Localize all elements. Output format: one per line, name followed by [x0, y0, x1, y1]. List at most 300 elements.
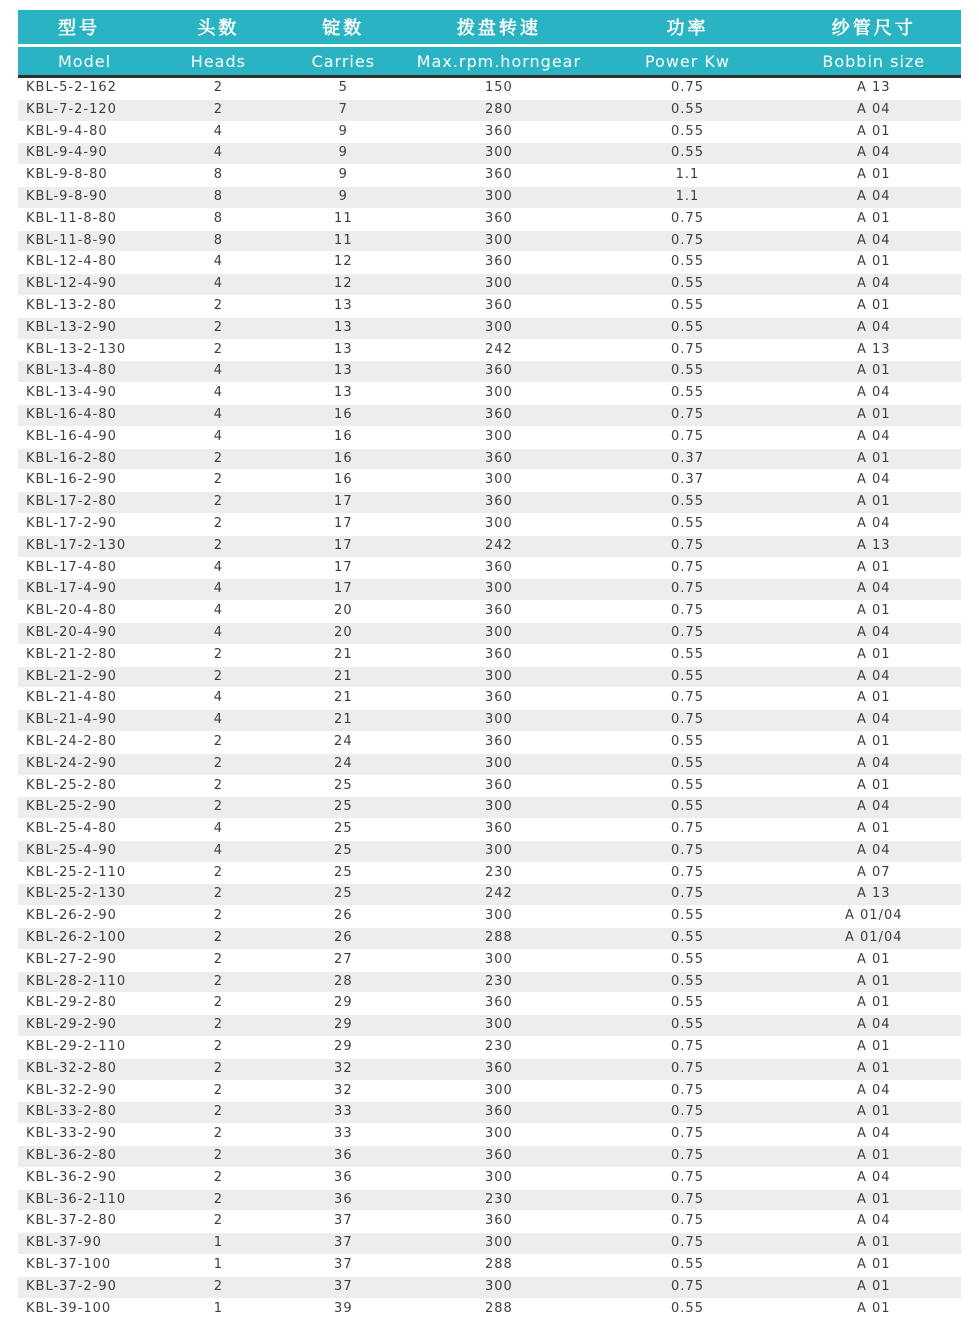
- cell-rpm: 242: [409, 536, 588, 558]
- cell-rpm: 300: [409, 797, 588, 819]
- col-header-en-model: Model: [18, 47, 159, 78]
- table-row: [18, 884, 961, 906]
- cell-bobbin: A 04: [787, 710, 962, 732]
- cell-model: KBL-12-4-90: [18, 274, 159, 296]
- cell-carries: 21: [277, 688, 409, 710]
- cell-power: 0.75: [588, 1037, 786, 1059]
- cell-rpm: 300: [409, 383, 588, 405]
- cell-heads: 2: [159, 863, 277, 885]
- cell-bobbin: A 01: [787, 449, 962, 471]
- cell-carries: 21: [277, 645, 409, 667]
- cell-rpm: 360: [409, 1146, 588, 1168]
- table-row: [18, 318, 961, 340]
- cell-heads: 2: [159, 1102, 277, 1124]
- cell-rpm: 300: [409, 470, 588, 492]
- cell-model: KBL-16-4-90: [18, 427, 159, 449]
- cell-carries: 27: [277, 950, 409, 972]
- cell-rpm: 300: [409, 427, 588, 449]
- table-row: [18, 1037, 961, 1059]
- cell-power: 0.75: [588, 1102, 786, 1124]
- cell-carries: 16: [277, 470, 409, 492]
- cell-power: 0.55: [588, 667, 786, 689]
- cell-model: KBL-26-2-100: [18, 928, 159, 950]
- cell-rpm: 300: [409, 1124, 588, 1146]
- cell-bobbin: A 01: [787, 296, 962, 318]
- cell-power: 0.75: [588, 688, 786, 710]
- cell-model: KBL-33-2-80: [18, 1102, 159, 1124]
- cell-rpm: 360: [409, 1059, 588, 1081]
- cell-rpm: 360: [409, 492, 588, 514]
- cell-heads: 8: [159, 209, 277, 231]
- cell-model: KBL-27-2-90: [18, 950, 159, 972]
- cell-heads: 4: [159, 143, 277, 165]
- cell-carries: 37: [277, 1255, 409, 1277]
- table-row: [18, 645, 961, 667]
- cell-rpm: 300: [409, 318, 588, 340]
- cell-carries: 25: [277, 776, 409, 798]
- cell-bobbin: A 04: [787, 274, 962, 296]
- cell-bobbin: A 01: [787, 209, 962, 231]
- cell-carries: 7: [277, 100, 409, 122]
- cell-rpm: 230: [409, 1037, 588, 1059]
- cell-bobbin: A 01: [787, 1102, 962, 1124]
- cell-bobbin: A 01: [787, 1146, 962, 1168]
- cell-bobbin: A 01: [787, 1233, 962, 1255]
- table-row: [18, 1211, 961, 1233]
- table-row: [18, 993, 961, 1015]
- table-row: [18, 187, 961, 209]
- cell-model: KBL-9-8-90: [18, 187, 159, 209]
- table-body: [18, 78, 961, 1320]
- cell-power: 0.55: [588, 296, 786, 318]
- cell-model: KBL-16-4-80: [18, 405, 159, 427]
- cell-carries: 17: [277, 514, 409, 536]
- cell-model: KBL-20-4-80: [18, 601, 159, 623]
- cell-power: 0.75: [588, 1233, 786, 1255]
- cell-heads: 2: [159, 470, 277, 492]
- cell-power: 0.75: [588, 340, 786, 362]
- cell-heads: 2: [159, 993, 277, 1015]
- cell-bobbin: A 04: [787, 797, 962, 819]
- cell-power: 0.75: [588, 601, 786, 623]
- cell-rpm: 300: [409, 187, 588, 209]
- cell-rpm: 300: [409, 667, 588, 689]
- table-row: [18, 449, 961, 471]
- cell-model: KBL-37-2-80: [18, 1211, 159, 1233]
- cell-bobbin: A 01: [787, 819, 962, 841]
- cell-power: 0.55: [588, 100, 786, 122]
- cell-model: KBL-17-2-80: [18, 492, 159, 514]
- table-row: [18, 797, 961, 819]
- table-header: [18, 10, 961, 78]
- cell-carries: 36: [277, 1168, 409, 1190]
- cell-heads: 2: [159, 514, 277, 536]
- cell-heads: 2: [159, 645, 277, 667]
- table-row: [18, 231, 961, 253]
- cell-model: KBL-17-4-80: [18, 558, 159, 580]
- cell-bobbin: A 04: [787, 1124, 962, 1146]
- cell-power: 0.55: [588, 732, 786, 754]
- table-row: [18, 623, 961, 645]
- cell-heads: 8: [159, 187, 277, 209]
- table-row: [18, 972, 961, 994]
- cell-carries: 36: [277, 1146, 409, 1168]
- cell-heads: 2: [159, 340, 277, 362]
- cell-carries: 16: [277, 449, 409, 471]
- cell-rpm: 230: [409, 863, 588, 885]
- cell-model: KBL-17-4-90: [18, 579, 159, 601]
- cell-model: KBL-16-2-90: [18, 470, 159, 492]
- cell-heads: 2: [159, 1124, 277, 1146]
- cell-rpm: 300: [409, 1015, 588, 1037]
- cell-rpm: 360: [409, 558, 588, 580]
- table-row: [18, 1233, 961, 1255]
- table-row: [18, 78, 961, 100]
- cell-bobbin: A 04: [787, 318, 962, 340]
- cell-power: 0.75: [588, 1211, 786, 1233]
- cell-carries: 32: [277, 1059, 409, 1081]
- table-row: [18, 252, 961, 274]
- cell-power: 0.55: [588, 143, 786, 165]
- table-row: [18, 579, 961, 601]
- table-row: [18, 754, 961, 776]
- cell-carries: 33: [277, 1124, 409, 1146]
- cell-model: KBL-11-8-80: [18, 209, 159, 231]
- cell-carries: 13: [277, 383, 409, 405]
- cell-rpm: 242: [409, 340, 588, 362]
- cell-model: KBL-17-2-130: [18, 536, 159, 558]
- cell-bobbin: A 01: [787, 405, 962, 427]
- cell-model: KBL-32-2-90: [18, 1081, 159, 1103]
- spec-table: [18, 10, 961, 1320]
- cell-power: 0.75: [588, 405, 786, 427]
- table-row: [18, 383, 961, 405]
- cell-bobbin: A 13: [787, 340, 962, 362]
- cell-heads: 2: [159, 1059, 277, 1081]
- table-row: [18, 1081, 961, 1103]
- cell-bobbin: A 01: [787, 993, 962, 1015]
- cell-carries: 17: [277, 579, 409, 601]
- cell-bobbin: A 13: [787, 78, 962, 100]
- cell-power: 0.75: [588, 884, 786, 906]
- cell-power: 0.55: [588, 972, 786, 994]
- cell-carries: 9: [277, 187, 409, 209]
- cell-power: 0.75: [588, 1168, 786, 1190]
- cell-model: KBL-9-4-80: [18, 122, 159, 144]
- cell-bobbin: A 04: [787, 579, 962, 601]
- cell-carries: 36: [277, 1190, 409, 1212]
- cell-model: KBL-13-4-90: [18, 383, 159, 405]
- cell-model: KBL-32-2-80: [18, 1059, 159, 1081]
- cell-heads: 2: [159, 1146, 277, 1168]
- table-row: [18, 209, 961, 231]
- table-row: [18, 1146, 961, 1168]
- cell-heads: 2: [159, 100, 277, 122]
- cell-carries: 39: [277, 1299, 409, 1320]
- cell-carries: 25: [277, 863, 409, 885]
- cell-bobbin: A 04: [787, 623, 962, 645]
- col-header-zh-carries: 锭数: [277, 10, 409, 47]
- cell-carries: 20: [277, 623, 409, 645]
- cell-model: KBL-39-100: [18, 1299, 159, 1320]
- cell-bobbin: A 01/04: [787, 928, 962, 950]
- table-row: [18, 819, 961, 841]
- cell-heads: 8: [159, 165, 277, 187]
- cell-bobbin: A 04: [787, 1211, 962, 1233]
- cell-bobbin: A 01: [787, 688, 962, 710]
- table-row: [18, 1015, 961, 1037]
- table-row: [18, 274, 961, 296]
- cell-bobbin: A 01: [787, 361, 962, 383]
- cell-bobbin: A 01: [787, 645, 962, 667]
- cell-rpm: 360: [409, 252, 588, 274]
- cell-power: 0.55: [588, 122, 786, 144]
- col-header-en-power: Power Kw: [588, 47, 786, 78]
- table-row: [18, 514, 961, 536]
- cell-power: 0.55: [588, 993, 786, 1015]
- header-row-en: [18, 47, 961, 78]
- cell-heads: 2: [159, 1277, 277, 1299]
- table-row: [18, 601, 961, 623]
- cell-bobbin: A 04: [787, 427, 962, 449]
- cell-model: KBL-26-2-90: [18, 906, 159, 928]
- cell-rpm: 360: [409, 361, 588, 383]
- table-row: [18, 470, 961, 492]
- cell-power: 0.55: [588, 950, 786, 972]
- cell-power: 0.75: [588, 536, 786, 558]
- cell-carries: 25: [277, 884, 409, 906]
- cell-heads: 4: [159, 427, 277, 449]
- cell-power: 0.55: [588, 797, 786, 819]
- cell-rpm: 300: [409, 754, 588, 776]
- cell-heads: 2: [159, 492, 277, 514]
- cell-heads: 1: [159, 1233, 277, 1255]
- cell-carries: 9: [277, 122, 409, 144]
- cell-power: 0.55: [588, 754, 786, 776]
- table-row: [18, 732, 961, 754]
- cell-rpm: 360: [409, 1211, 588, 1233]
- cell-power: 0.55: [588, 906, 786, 928]
- cell-rpm: 300: [409, 1233, 588, 1255]
- cell-power: 0.37: [588, 449, 786, 471]
- table-row: [18, 1299, 961, 1320]
- cell-heads: 4: [159, 558, 277, 580]
- cell-bobbin: A 04: [787, 667, 962, 689]
- cell-model: KBL-13-2-80: [18, 296, 159, 318]
- cell-model: KBL-36-2-110: [18, 1190, 159, 1212]
- col-header-en-carries: Carries: [277, 47, 409, 78]
- cell-power: 0.75: [588, 1190, 786, 1212]
- table-row: [18, 165, 961, 187]
- cell-bobbin: A 04: [787, 754, 962, 776]
- cell-model: KBL-9-8-80: [18, 165, 159, 187]
- cell-power: 0.75: [588, 1124, 786, 1146]
- cell-power: 0.75: [588, 78, 786, 100]
- cell-bobbin: A 01: [787, 1037, 962, 1059]
- cell-model: KBL-16-2-80: [18, 449, 159, 471]
- cell-power: 0.75: [588, 427, 786, 449]
- cell-heads: 2: [159, 797, 277, 819]
- cell-power: 0.75: [588, 579, 786, 601]
- cell-power: 0.55: [588, 514, 786, 536]
- cell-carries: 37: [277, 1277, 409, 1299]
- cell-bobbin: A 04: [787, 231, 962, 253]
- cell-heads: 8: [159, 231, 277, 253]
- cell-power: 0.75: [588, 863, 786, 885]
- cell-model: KBL-33-2-90: [18, 1124, 159, 1146]
- cell-carries: 37: [277, 1211, 409, 1233]
- cell-model: KBL-37-100: [18, 1255, 159, 1277]
- cell-carries: 26: [277, 906, 409, 928]
- cell-power: 0.55: [588, 361, 786, 383]
- cell-model: KBL-28-2-110: [18, 972, 159, 994]
- cell-bobbin: A 04: [787, 1168, 962, 1190]
- cell-bobbin: A 04: [787, 1081, 962, 1103]
- header-row-zh: [18, 10, 961, 47]
- cell-rpm: 300: [409, 231, 588, 253]
- cell-carries: 29: [277, 993, 409, 1015]
- cell-rpm: 300: [409, 274, 588, 296]
- cell-carries: 13: [277, 296, 409, 318]
- col-header-zh-heads: 头数: [159, 10, 277, 47]
- cell-heads: 2: [159, 1081, 277, 1103]
- cell-rpm: 360: [409, 122, 588, 144]
- cell-carries: 20: [277, 601, 409, 623]
- cell-power: 0.55: [588, 1255, 786, 1277]
- cell-rpm: 360: [409, 165, 588, 187]
- cell-power: 0.55: [588, 1015, 786, 1037]
- cell-model: KBL-25-2-80: [18, 776, 159, 798]
- cell-model: KBL-29-2-90: [18, 1015, 159, 1037]
- cell-heads: 1: [159, 1299, 277, 1320]
- cell-heads: 4: [159, 274, 277, 296]
- cell-rpm: 242: [409, 884, 588, 906]
- cell-bobbin: A 04: [787, 514, 962, 536]
- cell-bobbin: A 04: [787, 383, 962, 405]
- cell-model: KBL-21-4-90: [18, 710, 159, 732]
- cell-bobbin: A 13: [787, 536, 962, 558]
- cell-power: 0.55: [588, 645, 786, 667]
- cell-model: KBL-37-90: [18, 1233, 159, 1255]
- cell-bobbin: A 01: [787, 601, 962, 623]
- cell-rpm: 300: [409, 1081, 588, 1103]
- col-header-zh-rpm: 拨盘转速: [409, 10, 588, 47]
- cell-heads: 2: [159, 906, 277, 928]
- cell-rpm: 230: [409, 1190, 588, 1212]
- cell-heads: 4: [159, 405, 277, 427]
- cell-heads: 4: [159, 841, 277, 863]
- cell-model: KBL-13-2-130: [18, 340, 159, 362]
- table-row: [18, 1190, 961, 1212]
- cell-model: KBL-24-2-90: [18, 754, 159, 776]
- cell-rpm: 300: [409, 1168, 588, 1190]
- cell-heads: 2: [159, 884, 277, 906]
- cell-bobbin: A 01: [787, 1059, 962, 1081]
- table-row: [18, 143, 961, 165]
- cell-power: 0.55: [588, 318, 786, 340]
- cell-heads: 1: [159, 1255, 277, 1277]
- cell-rpm: 360: [409, 993, 588, 1015]
- cell-heads: 4: [159, 710, 277, 732]
- cell-heads: 2: [159, 754, 277, 776]
- cell-bobbin: A 01: [787, 1277, 962, 1299]
- cell-bobbin: A 01: [787, 732, 962, 754]
- cell-heads: 4: [159, 623, 277, 645]
- cell-carries: 13: [277, 361, 409, 383]
- cell-heads: 2: [159, 1190, 277, 1212]
- cell-bobbin: A 04: [787, 470, 962, 492]
- cell-bobbin: A 04: [787, 100, 962, 122]
- cell-model: KBL-25-2-110: [18, 863, 159, 885]
- cell-heads: 4: [159, 601, 277, 623]
- table-row: [18, 776, 961, 798]
- cell-model: KBL-20-4-90: [18, 623, 159, 645]
- cell-bobbin: A 04: [787, 187, 962, 209]
- cell-bobbin: A 01: [787, 1299, 962, 1320]
- cell-power: 1.1: [588, 187, 786, 209]
- cell-model: KBL-17-2-90: [18, 514, 159, 536]
- cell-rpm: 300: [409, 841, 588, 863]
- col-header-en-rpm: Max.rpm.horngear: [409, 47, 588, 78]
- table-row: [18, 296, 961, 318]
- table-row: [18, 667, 961, 689]
- cell-power: 0.55: [588, 1299, 786, 1320]
- col-header-en-heads: Heads: [159, 47, 277, 78]
- cell-bobbin: A 04: [787, 143, 962, 165]
- cell-rpm: 300: [409, 1277, 588, 1299]
- cell-carries: 26: [277, 928, 409, 950]
- cell-rpm: 300: [409, 514, 588, 536]
- cell-carries: 25: [277, 841, 409, 863]
- cell-rpm: 360: [409, 645, 588, 667]
- table-row: [18, 1255, 961, 1277]
- cell-bobbin: A 01: [787, 492, 962, 514]
- col-header-zh-bobbin: 纱管尺寸: [787, 10, 962, 47]
- cell-carries: 29: [277, 1037, 409, 1059]
- cell-rpm: 360: [409, 688, 588, 710]
- cell-power: 0.55: [588, 383, 786, 405]
- cell-model: KBL-29-2-110: [18, 1037, 159, 1059]
- cell-rpm: 300: [409, 579, 588, 601]
- cell-power: 0.75: [588, 841, 786, 863]
- table-row: [18, 536, 961, 558]
- cell-model: KBL-37-2-90: [18, 1277, 159, 1299]
- cell-bobbin: A 01: [787, 252, 962, 274]
- table-row: [18, 1277, 961, 1299]
- cell-bobbin: A 07: [787, 863, 962, 885]
- cell-power: 0.55: [588, 776, 786, 798]
- cell-heads: 2: [159, 1168, 277, 1190]
- cell-power: 0.75: [588, 819, 786, 841]
- cell-bobbin: A 01: [787, 950, 962, 972]
- cell-bobbin: A 01: [787, 972, 962, 994]
- cell-heads: 2: [159, 667, 277, 689]
- table-row: [18, 688, 961, 710]
- cell-rpm: 360: [409, 405, 588, 427]
- table-row: [18, 492, 961, 514]
- cell-power: 0.55: [588, 274, 786, 296]
- cell-rpm: 288: [409, 1255, 588, 1277]
- cell-bobbin: A 01: [787, 776, 962, 798]
- cell-model: KBL-25-4-80: [18, 819, 159, 841]
- cell-carries: 24: [277, 732, 409, 754]
- cell-model: KBL-9-4-90: [18, 143, 159, 165]
- cell-heads: 2: [159, 972, 277, 994]
- cell-heads: 2: [159, 78, 277, 100]
- cell-power: 0.75: [588, 231, 786, 253]
- cell-power: 0.75: [588, 1277, 786, 1299]
- cell-carries: 29: [277, 1015, 409, 1037]
